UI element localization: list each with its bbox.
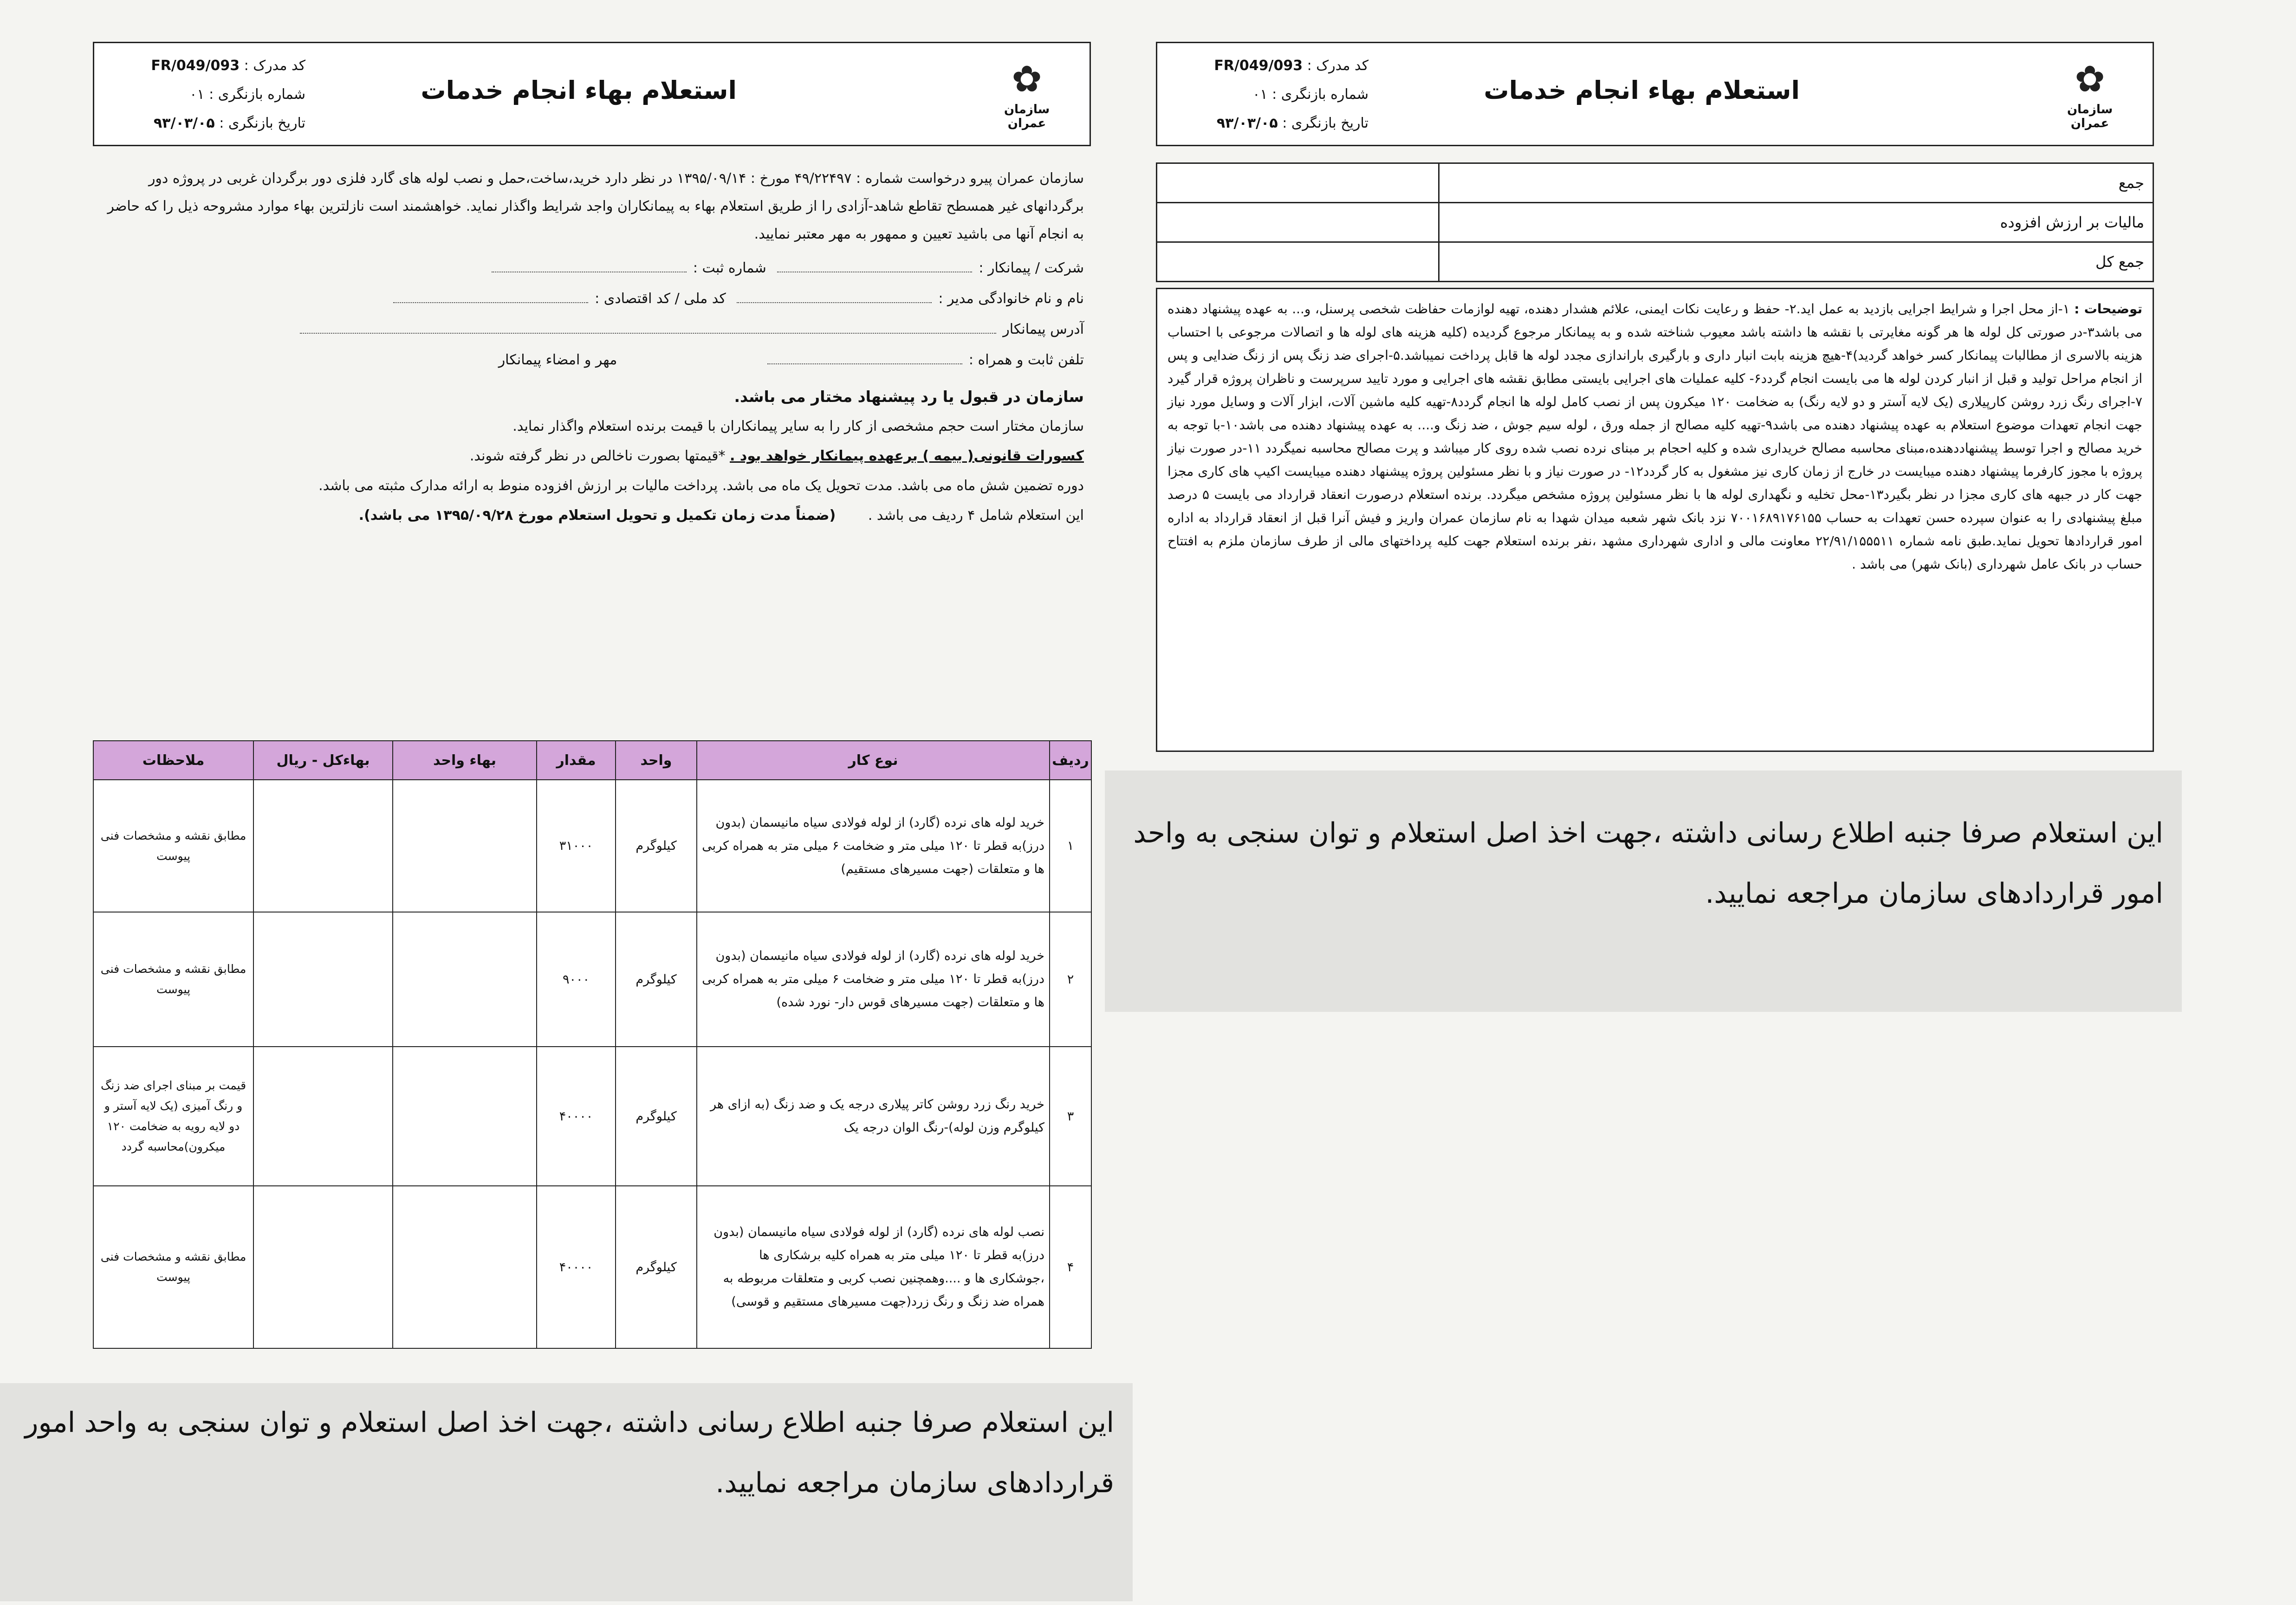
revision-date: ۹۳/۰۳/۰۵ — [1216, 115, 1278, 131]
doc-title: استعلام بهاء انجام خدمات — [421, 76, 737, 105]
vat-value[interactable] — [1157, 203, 1439, 242]
term-1: سازمان در قبول یا رد پیشنهاد مختار می باشد. — [734, 388, 1084, 406]
revision-date-label: تاریخ بازنگری : — [1282, 115, 1369, 131]
term-3-deductions: کسورات قانونی( بیمه ) برعهده پیمانکار خواهد بود . — [730, 448, 1084, 464]
term-2: سازمان مختار است حجم مشخصی از کار را به سایر پیمانکاران با قیمت برنده استعلام واگذار نماید. — [512, 418, 1084, 434]
manager-field[interactable] — [737, 302, 932, 303]
flower-logo-icon: ✿ — [2075, 58, 2105, 100]
address-field[interactable] — [300, 333, 996, 334]
col-quantity: مقدار — [537, 741, 616, 780]
org-logo — [992, 56, 1062, 135]
notes-box — [1156, 288, 2154, 752]
revision-number: ۰۱ — [1252, 86, 1268, 103]
row-unit-price[interactable] — [393, 1186, 537, 1348]
doc-header — [1156, 42, 2154, 146]
doc-code-label: کد مدرک : — [244, 58, 305, 74]
doc-header — [93, 42, 1091, 146]
national-code-label: کد ملی / کد اقتصادی : — [595, 291, 726, 307]
row-unit-price[interactable] — [393, 780, 537, 912]
row-qty: ۹۰۰۰ — [537, 912, 616, 1047]
doc-code-label: کد مدرک : — [1307, 58, 1369, 74]
contractor-form — [93, 253, 1091, 375]
totals-row-sum — [1157, 163, 2153, 203]
row-total-price[interactable] — [253, 1047, 393, 1186]
row-unit: کیلوگرم — [616, 1047, 697, 1186]
row-desc: خرید لوله های نرده (گارد) از لوله فولادی سیاه مانیسمان (بدون درز)به قطر تا ۱۲۰ میلی متر و ضخامت ۶ میلی متر به همراه کربی ها و متعلقات (جهت مسیرهای قوس دار- نورد شده) — [697, 912, 1050, 1047]
company-label: شرکت / پیمانکار : — [979, 260, 1084, 276]
revision-date-label: تاریخ بازنگری : — [219, 115, 305, 131]
row-unit: کیلوگرم — [616, 912, 697, 1047]
col-unit-price: بهاء واحد — [393, 741, 537, 780]
row-desc: خرید رنگ زرد روشن کاتر پیلاری درجه یک و ضد زنگ (به ازای هر کیلوگرم وزن لوله)-رنگ الوان درجه یک — [697, 1047, 1050, 1186]
row-total-price[interactable] — [253, 912, 393, 1047]
grand-total-value[interactable] — [1157, 242, 1439, 282]
terms — [93, 382, 1091, 531]
term-3-gross: *قیمتها بصورت ناخالص در نظر گرفته شوند. — [469, 448, 726, 464]
org-name: سازمان عمران — [2067, 103, 2113, 130]
row-note: قیمت بر مبنای اجرای ضد زنگ و رنگ آمیزی (یک لایه آستر و دو لایه رویه به ضخامت ۱۲۰ میکرون)محاسبه گردد — [93, 1047, 253, 1186]
col-unit: واحد — [616, 741, 697, 780]
org-name: سازمان عمران — [1004, 103, 1050, 130]
row-unit: کیلوگرم — [616, 780, 697, 912]
totals-row-vat — [1157, 203, 2153, 242]
col-work-type: نوع کار — [697, 741, 1050, 780]
disclaimer-text: این استعلام صرفا جنبه اطلاع رسانی داشته ،جهت اخذ اصل استعلام و توان سنجی به واحد امور قراردادهای سازمان مراجعه نمایید. — [1133, 817, 2163, 910]
row-note: مطابق نقشه و مشخصات فنی پیوست — [93, 912, 253, 1047]
doc-title: استعلام بهاء انجام خدمات — [1484, 76, 1800, 105]
inquiry-page-right — [1156, 42, 2154, 146]
row-qty: ۴۰۰۰۰ — [537, 1186, 616, 1348]
reg-no-label: شماره ثبت : — [693, 260, 766, 276]
notes-label: توضیحات : — [2074, 301, 2142, 317]
disclaimer-left — [0, 1383, 1133, 1601]
items-table — [93, 740, 1092, 1349]
sum-label: جمع — [1439, 163, 2153, 203]
intro-text — [93, 146, 1091, 248]
address-label: آدرس پیمانکار — [1003, 321, 1084, 337]
table-row — [93, 912, 1091, 1047]
term-5-deadline: (ضمناً مدت زمان تکمیل و تحویل استعلام مورخ ۱۳۹۵/۰۹/۲۸ می باشد). — [358, 507, 836, 524]
disclaimer-text: این استعلام صرفا جنبه اطلاع رسانی داشته ،جهت اخذ اصل استعلام و توان سنجی به واحد امور قراردادهای سازمان مراجعه نمایید. — [25, 1406, 1114, 1499]
row-desc: نصب لوله های نرده (گارد) از لوله فولادی سیاه مانیسمان (بدون درز)به قطر تا ۱۲۰ میلی متر به همراه کلیه برشکاری ها ،جوشکاری ها و ....وهمچنین نصب کربی و متعلقات مربوطه به همراه ضد زنگ و رنگ زرد(جهت مسیرهای مستقیم و قوسی) — [697, 1186, 1050, 1348]
row-qty: ۴۰۰۰۰ — [537, 1047, 616, 1186]
revision-label: شماره بازنگری : — [209, 86, 305, 103]
row-desc: خرید لوله های نرده (گارد) از لوله فولادی سیاه مانیسمان (بدون درز)به قطر تا ۱۲۰ میلی متر و ضخامت ۶ میلی متر به همراه کربی ها و متعلقات (جهت مسیرهای مستقیم) — [697, 780, 1050, 912]
term-4: دوره تضمین شش ماه می باشد. مدت تحویل یک ماه می باشد. پرداخت مالیات بر ارزش افزوده منوط به ارائه مدارک مثبته می باشد. — [318, 478, 1084, 494]
row-note: مطابق نقشه و مشخصات فنی پیوست — [93, 1186, 253, 1348]
doc-meta — [106, 52, 305, 138]
grand-total-label: جمع کل — [1439, 242, 2153, 282]
row-no: ۴ — [1050, 1186, 1091, 1348]
row-qty: ۳۱۰۰۰ — [537, 780, 616, 912]
row-unit-price[interactable] — [393, 1047, 537, 1186]
totals-table — [1156, 162, 2154, 282]
phone-field[interactable] — [767, 363, 962, 364]
org-logo — [2055, 56, 2125, 135]
sum-value[interactable] — [1157, 163, 1439, 203]
phone-label: تلفن ثابت و همراه : — [968, 352, 1084, 368]
inquiry-page-left — [93, 42, 1091, 531]
row-no: ۱ — [1050, 780, 1091, 912]
vat-label: مالیات بر ارزش افزوده — [1439, 203, 2153, 242]
row-total-price[interactable] — [253, 780, 393, 912]
row-no: ۳ — [1050, 1047, 1091, 1186]
table-row — [93, 1047, 1091, 1186]
revision-label: شماره بازنگری : — [1272, 86, 1369, 103]
row-note: مطابق نقشه و مشخصات فنی پیوست — [93, 780, 253, 912]
row-unit: کیلوگرم — [616, 1186, 697, 1348]
row-total-price[interactable] — [253, 1186, 393, 1348]
revision-date: ۹۳/۰۳/۰۵ — [153, 115, 215, 131]
col-total-price: بهاءکل - ریال — [253, 741, 393, 780]
doc-code: FR/049/093 — [1214, 58, 1303, 74]
flower-logo-icon: ✿ — [1012, 58, 1042, 100]
table-row — [93, 1186, 1091, 1348]
intro-paragraph: سازمان عمران پیرو درخواست شماره : ۴۹/۲۲۴۹۷ مورخ : ۱۳۹۵/۰۹/۱۴ در نظر دارد خرید،ساخت،حمل و نصب لوله های گارد فلزی دور برگردان غربی در پروژه دور برگردانهای غیر همسطح تقاطع شاهد-آزادی را از طریق استعلام بهاء به پیمانکاران واجد شرایط واگذار نماید. خواهشمند است نازلترین بهاء موارد مشروحه ذیل را که حاضر به انجام آنها می باشید تعیین و ممهور به مهر معتبر نمایید. — [107, 170, 1084, 242]
doc-meta — [1169, 52, 1369, 138]
table-header-row — [93, 741, 1091, 780]
doc-code: FR/049/093 — [151, 58, 240, 74]
disclaimer-right — [1105, 770, 2182, 1012]
term-5-rows: این استعلام شامل ۴ ردیف می باشد . — [868, 507, 1084, 524]
revision-number: ۰۱ — [189, 86, 205, 103]
col-remarks: ملاحظات — [93, 741, 253, 780]
manager-label: نام و نام خانوادگی مدیر : — [938, 291, 1084, 307]
seal-label: مهر و امضاء پیمانکار — [498, 352, 617, 368]
totals-row-grand — [1157, 242, 2153, 282]
col-row-no: ردیف — [1050, 741, 1091, 780]
row-unit-price[interactable] — [393, 912, 537, 1047]
table-row — [93, 780, 1091, 912]
row-no: ۲ — [1050, 912, 1091, 1047]
national-code-field[interactable] — [393, 302, 588, 303]
notes-text: ۱-از محل اجرا و شرایط اجرایی بازدید به عمل اید.۲- حفظ و رعایت نکات ایمنی، علائم هشدار دهنده، تهیه لوازمات حفاظت شخصی پرسنل، و... به عهده پیشنهاد دهنده می باشد۳-در صورتی کل لوله ها هر گونه مغایرتی با نقشه ها داشته باشد معیوب شناخته شده و به پیمانکار مرجوع گردیده (کلیه هزینه های لوله ها و اتصالات مرجوعی با احتساب هزینه بالاسری از مطالبات پیمانکار کسر خواهد گردید)۴-هیچ هزینه بابت انبار داری و بارگیری باراندازی مجدد لوله ها قابل پرداخت نمیباشد.۵-اجرای ضد زنگ پس از زنگ ضدایی و پس از انجام مراحل تولید و قبل از انبار کردن لوله ها می بایست انجام گردد۶- کلیه عملیات های اجرایی بایستی مطابق نقشه های اجرایی و مورد تایید سرپرست و ناظران پروژه قرار گیرد ۷-اجرای رنگ زرد روشن کارپیلاری (یک لایه آستر و دو لایه رنگ) به ضخامت ۱۲۰ میکرون پس از نصب کامل لوله ها انجام گردد۸-تهیه کلیه ماشین آلات، ابزار آلات و وسایل مورد نیاز جهت انجام تعهدات موضوع استعلام به عهده پیشنهاد دهنده می باشد۹-تهیه کلیه مصالح از جمله ورق ، لوله سیم جوش ، ضد زنگ و.... به عهده پیشنهاد دهنده می باشد۱۰-با توجه به خرید مصالح و اجرا توسط پیشنهاددهنده،مبنای محاسبه مصالح خریداری شده و کلیه احجام بر مبنای نرده نصب شده روی کار میباشد و پرت مصالح محاسبه نمیگردد ۱۱-در صورت نیاز پروژه با مجوز کارفرما پیشنهاد دهنده میبایست در خارج از زمان کاری نیز مشغول به کار گردد۱۲- در صورت نیاز و با نظر مسئولین پروژه پیشنهاد دهنده میبایست اکیپ های کاری مجزا جهت کار در جبهه های کاری مجزا در نظر بگیرد۱۳-محل تخلیه و نگهداری لوله ها با نظر مسئولین پروژه مشخص میگردد. برنده استعلام درصورت انعقاد قرارداد می بایست ۵ درصد مبلغ پیشنهادی را به عنوان سپرده حسن تعهدات به حساب ۷۰۰۱۶۸۹۱۷۶۱۵۵ نزد بانک شهر شعبه میدان شهدا به نام سازمان عمران واریز و فیش آنرا قبل از انعقاد قرارداد به اداره امور قراردادها تحویل نماید.طبق نامه شماره ۲۲/۹۱/۱۵۵۵۱۱ معاونت مالی و اداری شهرداری مشهد ،نفر برنده استعلام جهت کلیه پرداختهای مالی از طرف سازمان ملزم به افتتاح حساب در بانک عامل شهرداری (بانک شهر) می باشد . — [1167, 301, 2143, 572]
